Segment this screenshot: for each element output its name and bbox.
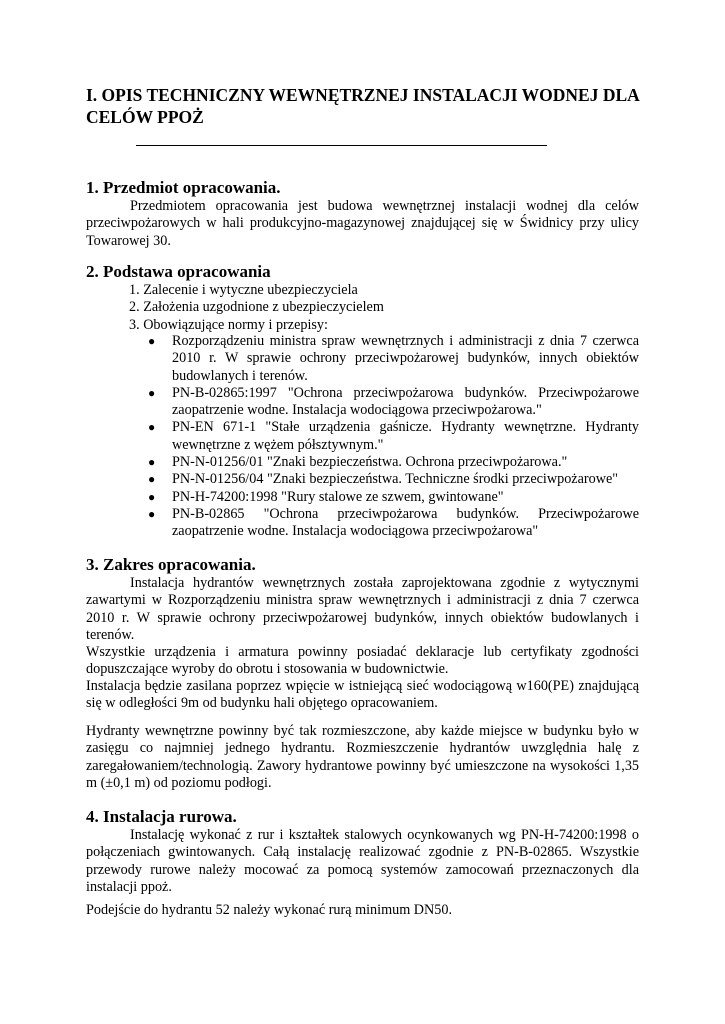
- title-underline: [136, 145, 547, 146]
- section-4-heading: 4. Instalacja rurowa.: [86, 807, 237, 826]
- bullet-icon: ●: [148, 506, 156, 521]
- section-4-paragraph-2: Podejście do hydrantu 52 należy wykonać rurą minimum DN50.: [86, 902, 453, 918]
- section-3-paragraph-3: Instalacja będzie zasilana poprzez wpięcie w istniejącą sieć wodociągową w160(PE) znajdującą się w odległości 9m od budynku hali objętego opracowaniem.: [86, 678, 639, 712]
- list-item: 3. Obowiązujące normy i przepisy:: [129, 316, 328, 333]
- list-item: ● PN-N-01256/01 "Znaki bezpieczeństwa. Ochrona przeciwpożarowa.": [148, 454, 568, 471]
- list-item: ● PN-EN 671-1 "Stałe urządzenia gaśnicze. Hydranty wewnętrzne. Hydranty wewnętrzne z wężem półsztywnym.": [148, 419, 639, 453]
- list-item: ● PN-H-74200:1998 "Rury stalowe ze szwem, gwintowane": [148, 488, 504, 505]
- section-3-paragraph-2: Wszystkie urządzenia i armatura powinny posiadać deklaracje lub certyfikaty zgodności dopuszczające wyroby do obrotu i stosowania w budownictwie.: [86, 644, 639, 678]
- bullet-icon: ●: [148, 334, 156, 348]
- section-1-heading: 1. Przedmiot opracowania.: [86, 178, 281, 197]
- bullet-icon: ●: [148, 385, 156, 400]
- bullet-icon: ●: [148, 489, 156, 504]
- section-3-paragraph-4: Hydranty wewnętrzne powinny być tak rozmieszczone, aby każde miejsce w budynku było w zasięgu co najmniej jednego hydrantu. Rozmieszczenie hydrantów uwzględnia halę z zaregałowaniem/technologią. Zawory hydrantowe powinny być umieszczone na wysokości 1,35 m (±0,1 m) od poziomu podłogi.: [86, 723, 639, 791]
- document-title: I. OPIS TECHNICZNY WEWNĘTRZNEJ INSTALACJI WODNEJ DLA CELÓW PPOŻ: [86, 85, 639, 127]
- list-item: 1. Zalecenie i wytyczne ubezpieczyciela: [129, 282, 358, 298]
- section-1-paragraph: Przedmiotem opracowania jest budowa wewnętrznej instalacji wodnej dla celów przeciwpożarowych w hali produkcyjno-magazynowej znajdującej się w Świdnicy przy ulicy Towarowej 30.: [86, 198, 639, 249]
- section-3-paragraph-1: Instalacja hydrantów wewnętrznych została zaprojektowana zgodnie z wytycznymi zawartymi w Rozporządzeniu ministra spraw wewnętrznych i administracji z dnia 7 czerwca 2010 r. W sprawie ochrony przeciwpożarowej budynków, innych obiektów budowlanych i terenów.: [86, 575, 639, 643]
- standards-bullet-list: [148, 333, 639, 541]
- section-4-paragraph-1: Instalację wykonać z rur i kształtek stalowych ocynkowanych wg PN-H-74200:1998 o połączeniach gwintowanych. Całą instalację realizować zgodnie z PN-B-02865. Wszystkie przewody rurowe należy mocować za pomocą systemów zamocowań przeznaczonych dla instalacji ppoż.: [86, 827, 639, 895]
- list-item: ● Rozporządzeniu ministra spraw wewnętrznych i administracji z dnia 7 czerwca 2010 r. W sprawie ochrony przeciwpożarowej budynków, innych obiektów budowlanych i terenów.: [148, 333, 639, 384]
- bullet-icon: ●: [148, 420, 156, 435]
- bullet-icon: ●: [148, 472, 156, 487]
- list-item: ● PN-N-01256/04 "Znaki bezpieczeństwa. Techniczne środki przeciwpożarowe": [148, 471, 619, 488]
- section-2-heading: 2. Podstawa opracowania: [86, 262, 271, 281]
- section-3-heading: 3. Zakres opracowania.: [86, 555, 256, 574]
- list-item: ● PN-B-02865 "Ochrona przeciwpożarowa budynków. Przeciwpożarowe zaopatrzenie wodne. Instalacja wodociągowa przeciwpożarowa": [148, 505, 639, 540]
- list-item: ● PN-B-02865:1997 "Ochrona przeciwpożarowa budynków. Przeciwpożarowe zaopatrzenie wodne. Instalacja wodociągowa przeciwpożarowa.": [148, 384, 639, 419]
- bullet-icon: ●: [148, 455, 156, 470]
- list-item: 2. Założenia uzgodnione z ubezpieczycielem: [129, 299, 384, 316]
- basis-numbered-list: [129, 282, 384, 334]
